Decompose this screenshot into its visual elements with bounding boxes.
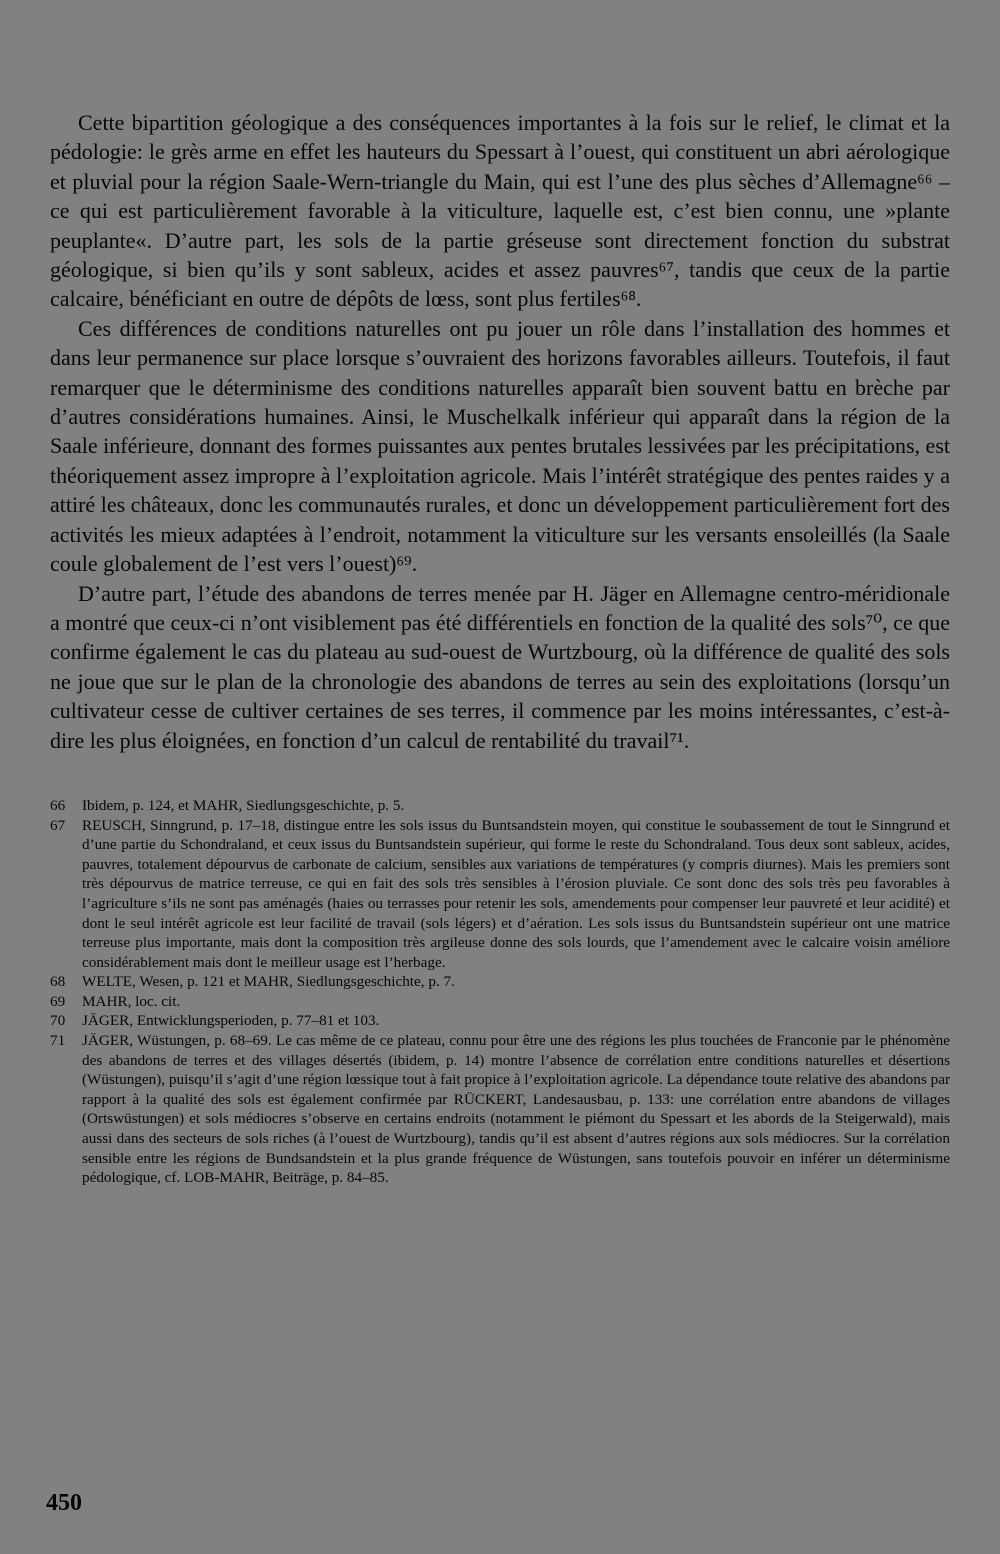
footnote-number: 69 — [50, 992, 66, 1010]
footnote-number: 71 — [50, 1032, 66, 1050]
footnote — [50, 796, 950, 816]
footnote-text: WELTE, Wesen, p. 121 et MAHR, Siedlungsgeschichte, p. 7. — [82, 973, 455, 991]
footnote — [50, 816, 950, 973]
footnote — [50, 1031, 950, 1188]
footnote — [50, 972, 950, 992]
footnote-number: 70 — [50, 1012, 66, 1030]
footnotes — [50, 796, 950, 1188]
paragraph-3: D’autre part, l’étude des abandons de terres menée par H. Jäger en Allemagne centro-méridionale a montré que ceux-ci n’ont visiblement pas été différentiels en fonction de la qualité des sols⁷⁰, ce que confirme également le cas du plateau au sud-ouest de Wurtzbourg, où la différence de qualité des sols ne joue que sur le plan de la chronologie des abandons de terres au sein des exploitations (lorsqu’un cultivateur cesse de cultiver certaines de ses terres, il commence par les moins intéressantes, c’est-à-dire les plus éloignées, en fonction d’un calcul de rentabilité du travail⁷¹. — [50, 580, 950, 753]
footnote-text: MAHR, loc. cit. — [82, 992, 181, 1010]
paragraph-1: Cette bipartition géologique a des conséquences importantes à la fois sur le relief, le climat et la pédologie: le grès arme en effet les hauteurs du Spessart à l’ouest, qui constituent un abri aérologique et pluvial pour la région Saale-Wern-triangle du Main, qui est l’une des plus sèches d’Allemagne⁶⁶ – ce qui est particulièrement favorable à la viticulture, laquelle est, c’est bien connu, une »plante peuplante«. D’autre part, les sols de la partie gréseuse sont directement fonction du substrat géologique, si bien qu’ils y sont sableux, acides et assez pauvres⁶⁷, tandis que ceux de la partie calcaire, bénéficiant en outre de dépôts de lœss, sont plus fertiles⁶⁸. — [50, 110, 950, 312]
footnote — [50, 1011, 950, 1031]
footnote-text: JÄGER, Wüstungen, p. 68–69. Le cas même de ce plateau, connu pour être une des régions les plus touchées de Franconie par le phénomène des abandons de terres et des villages désertés (ibidem, p. 14) montre l’absence de corrélation entre conditions naturelles et désertions (Wüstungen), puisqu’il s’agit d’une région lœssique tout à fait propice à l’exploitation agricole. La dépendance toute relative des abandons par rapport à la qualité des sols est également confirmée par RÜCKERT, Landesausbau, p. 133: une corrélation entre abandons de villages (Ortswüstungen) et sols médiocres s’observe en certains endroits (notamment le piémont du Spessart et les abords de la Steigerwald), mais aussi dans des secteurs de sols riches (à l’ouest de Wurtzbourg), tandis qu’il est absent d’autres régions aux sols médiocres. Sur la corrélation sensible entre les régions de Bundsandstein et la plus grande fréquence de Wüstungen, sans toutefois pouvoir en inférer un déterminisme pédologique, cf. LOB-MAHR, Beiträge, p. 84–85. — [82, 1032, 950, 1187]
footnote-text: Ibidem, p. 124, et MAHR, Siedlungsgeschichte, p. 5. — [82, 796, 405, 814]
main-text — [50, 108, 950, 755]
footnote-number: 66 — [50, 796, 66, 814]
page-number: 450 — [46, 1490, 82, 1516]
footnote-number: 68 — [50, 973, 66, 991]
footnote-text: REUSCH, Sinngrund, p. 17–18, distingue entre les sols issus du Buntsandstein moyen, qui constitue le soubassement de tout le Sinngrund et d’une partie du Schondraland, et ceux issus du Buntsandstein supérieur, qui forme le reste du Schondraland. Tous deux sont sableux, acides, pauvres, totalement dépourvus de carbonate de calcium, sensibles aux variations de températures (y compris diurnes). Mais les premiers sont très dépourvus de matrice terreuse, ce qui en fait des sols très sensibles à l’érosion pluviale. Ce sont donc des sols très peu favorables à l’agriculture s’ils ne sont pas aménagés (haies ou terrasses pour retenir les sols, amendements pour compenser leur pauvreté et leur acidité) et dont le seul intérêt agricole est leur facilité de travail (sols légers) et d’aération. Les sols issus du Buntsandstein supérieur ont une matrice terreuse plus importante, mais dont la composition très argileuse donne des sols lourds, que l’amendement avec le calcaire voisin améliore considérablement mais dont le meilleur usage est l’herbage. — [82, 816, 950, 971]
page-content — [50, 108, 950, 1188]
footnote — [50, 992, 950, 1012]
paragraph-2: Ces différences de conditions naturelles ont pu jouer un rôle dans l’installation des hommes et dans leur permanence sur place lorsque s’ouvraient des horizons favorables ailleurs. Toutefois, il faut remarquer que le déterminisme des conditions naturelles apparaît bien souvent battu en brèche par d’autres considérations humaines. Ainsi, le Muschelkalk inférieur qui apparaît dans la région de la Saale inférieure, donnant des formes puissantes aux pentes brutales lessivées par les précipitations, est théoriquement assez impropre à l’exploitation agricole. Mais l’intérêt stratégique des pentes raides y a attiré les châteaux, donc les communautés rurales, et donc un développement particulièrement fort des activités les mieux adaptées à l’endroit, notamment la viticulture sur les versants ensoleillés (la Saale coule globalement de l’est vers l’ouest)⁶⁹. — [50, 315, 950, 577]
footnote-text: JÄGER, Entwicklungsperioden, p. 77–81 et 103. — [82, 1012, 380, 1030]
footnote-number: 67 — [50, 816, 66, 834]
